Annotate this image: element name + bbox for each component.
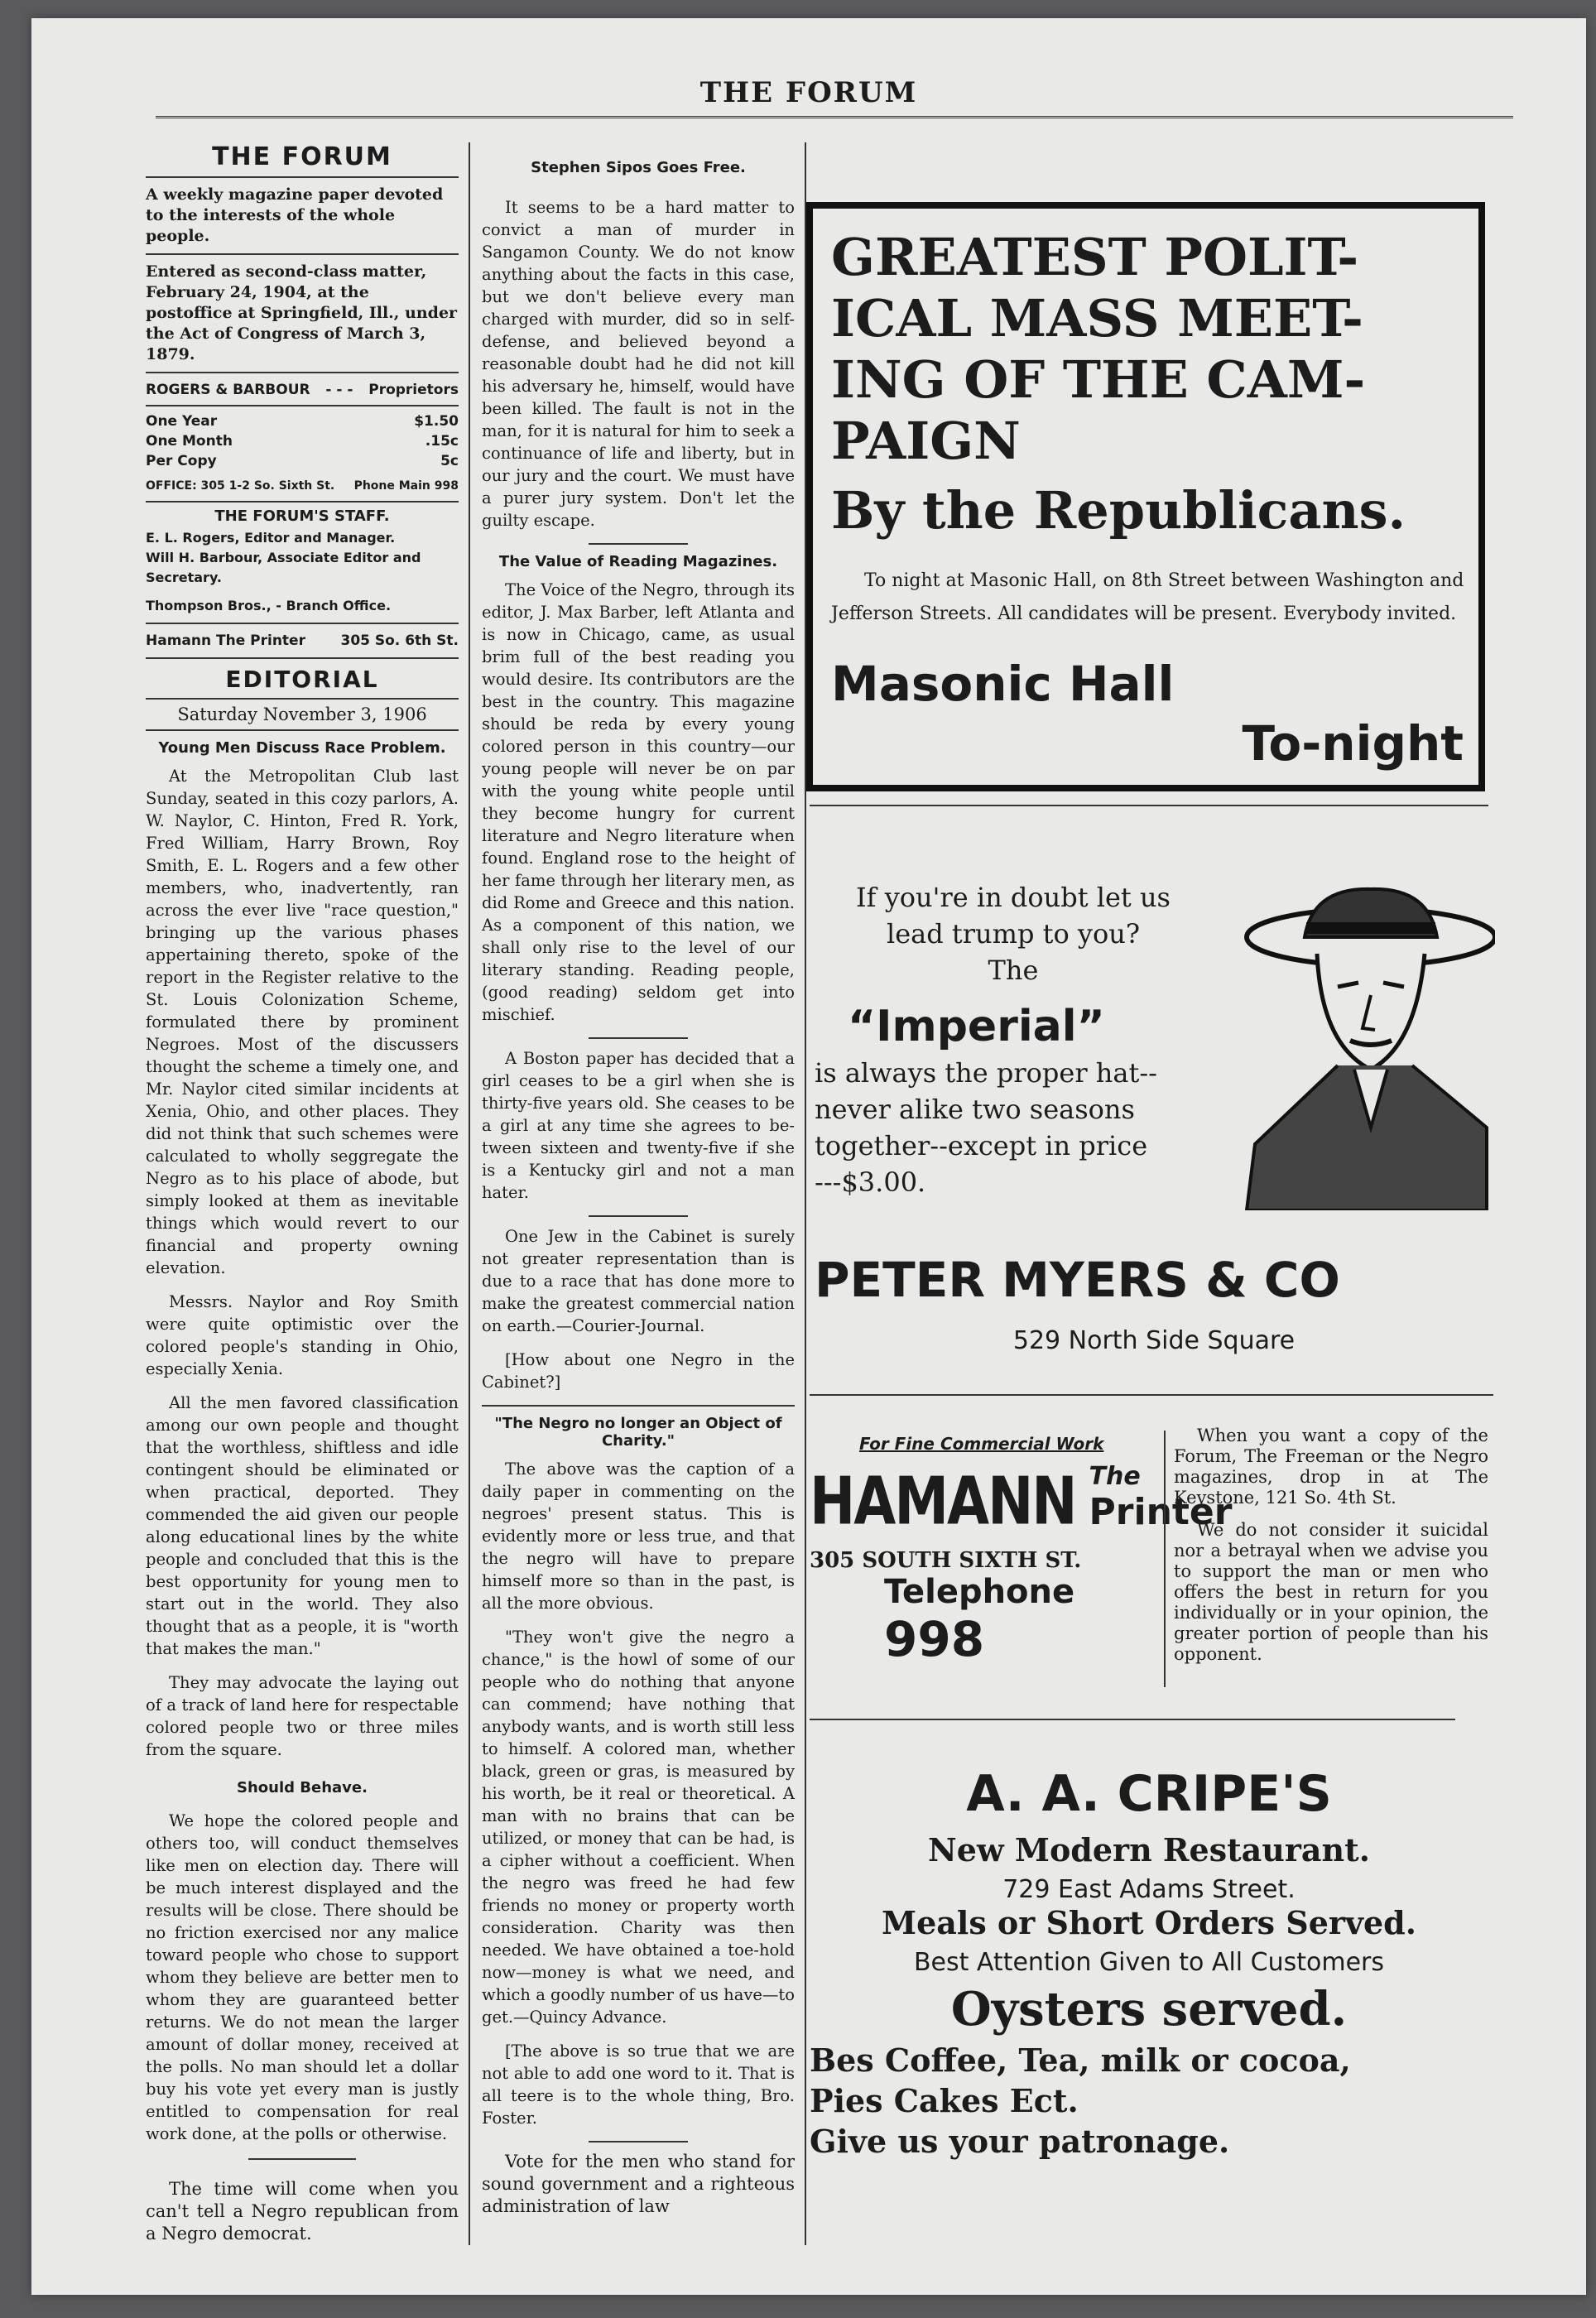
price-row: One Year $1.50	[146, 413, 459, 430]
price-row: Per Copy 5c	[146, 453, 459, 469]
staff-line: E. L. Rogers, Editor and Manager.	[146, 530, 396, 546]
ad-place: Masonic Hall	[831, 656, 1175, 712]
printer-row: Hamann The Printer 305 So. 6th St.	[146, 632, 459, 649]
column-rule	[469, 142, 470, 2245]
ad-hamann-printer: For Fine Commercial Work HAMANN The Printer 305 SOUTH SIXTH ST. Telephone 998	[810, 1434, 1233, 1667]
article-heading: Young Men Discuss Race Problem.	[158, 739, 446, 757]
staff-line: Will H. Barbour, Associate Editor and Secretary.	[146, 550, 421, 585]
ad-mass-meeting	[806, 202, 1485, 791]
article-body: The Voice of the Negro, through its editor, J. Max Barber, left Atlanta and is now in Chicago, came, as usual brim full of the best reading you would desire. Its contributors are the best in the country. This magazine should be reda by every young colored person in this country—our young people will never be on par with the young white people until they become hungry for current literature and Negro literature when found. England rose to the height of her fame through her literary men, as did Rome and Greece and this nation. As a component of this nation, we shall only rise to the level of our literary standing. Reading people, (good reading) seldom get into mischief. A Boston paper has decided that a girl ceases to be a girl when she is thirty-five years old. She ceases to be a girl at any time she agrees to be-tween sixteen and twenty-five if she is a Kentucky girl and not a man hater. One Jew in the Cabinet is surely not greater representation than is due to a race that has done more to make the greatest commercial nation on earth.—Courier-Journal. [How about one Negro in the Cabinet?]	[482, 580, 795, 1392]
left-column	[146, 142, 459, 2257]
entry-notice: Entered as second-class matter, February 24, 1904, at the postoffice at Springfield, Ill., under the Act of Congress of March 3, 1879.	[146, 262, 458, 363]
running-head: THE FORUM	[699, 76, 918, 109]
office-row: OFFICE: 305 1-2 So. Sixth St. Phone Main 998	[146, 479, 459, 493]
header-rule	[156, 116, 1513, 118]
editorial-heading: EDITORIAL	[225, 666, 379, 693]
article-heading: "The Negro no longer an Object of Charity."	[494, 1415, 782, 1450]
tagline: A weekly magazine paper devoted to the interests of the whole people.	[146, 185, 444, 245]
article-heading: Should Behave.	[237, 1779, 368, 1796]
ad-cripe-restaurant: A. A. CRIPE'S New Modern Restaurant. 729 East Adams Street. Meals or Short Orders Served. Best Attention Given to All Customers Oysters served. Bes Coffee, Tea, milk or cocoa, Pies Cakes Ect. Give us your patronage.	[810, 1765, 1416, 2160]
proprietors-row: ROGERS & BARBOUR - - - Proprietors	[146, 382, 459, 398]
article-body: The above was the caption of a daily paper in commenting on the negroes' present status. This is evidently more or less true, and that the negro will have to prepare himself more so than in the past, is all the more obvious. "They won't give the negro a chance," is the howl of some of our people who do nothing that anyone can commend; have nothing that anybody wants, and is worth still less to himself. A colored man, whether black, green or gras, is measured by his worth, be it real or theoretical. A man with no brains that can be utilized, or money that can be had, is a cipher without a coefficient. When the negro was freed he had few friends no money or property worth consideration. Charity was then needed. We have obtained a toe-hold now—money is what we need, and which a goodly number of us have—to get.—Quincy Advance. [The above is so true that we are not able to add one word to it. That is all teere is to the whole thing, Bro. Foster. Vote for the men who stand for sound government and a righteous administration of law	[482, 1460, 795, 2216]
ad-store-address: 529 North Side Square	[1012, 1326, 1296, 1355]
ad-subheadline: By the Republicans.	[831, 480, 1406, 541]
newspaper-page	[31, 18, 1586, 2295]
ad-hamann-name: HAMANN	[810, 1463, 1076, 1540]
ad-headline: GREATEST POLIT-ICAL MASS MEET-ING OF THE CAM-PAIGN	[831, 227, 1366, 471]
ad-imperial-hat: If you're in doubt let us lead trump to you? The “Imperial” is always the proper hat-- never alike two seasons together--except in price ---$3.00. PETER MYERS & CO 529 North Side Square	[815, 879, 1493, 1376]
staff-heading: THE FORUM'S STAFF.	[214, 507, 390, 525]
article-body: It seems to be a hard matter to convict a man of murder in Sangamon County. We do not know anything about the facts in this case, but we don't believe every man charged with murder, did so in self-defense, and believed beyond a reasonable doubt had he did not kill his adversary he, himself, would have been killed. The fault is not in the man, for it is natural for him to seek a continuance of life and liberty, but in our jury and the court. We must have a purer jury system. Don't let the guilty escape.	[482, 198, 795, 530]
article-body: At the Metropolitan Club last Sunday, seated in this cozy parlors, A. W. Naylor, C. Hinton, Fred R. York, Fred William, Harry Brown, Roy Smith, E. L. Rogers and a few other members, who, inadvertently, ran across the ever live "race question," bringing up the various phases appertaining thereto, spoke of the report in the Register relative to the St. Louis Colonization Scheme, formulated there by prominent Negroes. Most of the discussers thought the scheme a timely one, and Mr. Naylor cited similar incidents at Xenia, Ohio, and other places. They did not think that such schemes were calculated to wholly seggregate the Negro as to his place of abode, but simply looked at them as inevitable things which would revert to our financial and property owning elevation. Messrs. Naylor and Roy Smith were quite optimistic over the colored people's standing in Ohio, especially Xenia. All the men favored classification among our own people and thought that the worthless, shiftless and idle contingent should be eliminated or when practical, deported. They commended the aid given our people along educational lines by the white people and concluded that this is the best opportunity for young men to start out in the world. They also thought that as a people, it is "worth that makes the man." They may advocate the laying out of a track of land here for respectable colored people two or three miles from the square.	[146, 767, 459, 1759]
article-body: We hope the colored people and others too, will conduct themselves like men on election day. There will be much interest displayed and the results will be close. There should be no friction exercised nor any malice toward people who chose to support whom they believe are better men to whom they are guaranteed better returns. We do not mean the larger amount of dollar money, received at the polls. No man should let a dollar buy his vote yet every man is justly entitled to compensation for real work done, at the polls or otherwise.	[146, 1811, 459, 2143]
middle-column	[482, 151, 795, 2229]
article-body: The time will come when you can't tell a Negro republican from a Negro democrat.	[146, 2179, 459, 2243]
article-heading: Stephen Sipos Goes Free.	[531, 159, 746, 176]
staff-line: Thompson Bros., - Branch Office.	[146, 598, 392, 613]
price-row: One Month .15c	[146, 433, 459, 450]
ad-when: To-night	[1242, 715, 1464, 772]
notice-column: When you want a copy of the Forum, The Freeman or the Negro magazines, drop in at The Keystone, 121 So. 4th St. We do not consider it suicidal nor a betrayal when we advise you to support the man or men who offers the best in return for you individually or in your opinion, the greater portion of people than his opponent.	[1174, 1426, 1488, 1664]
ad-product-name: “Imperial”	[848, 1002, 1105, 1051]
ad-body: To night at Masonic Hall, on 8th Street between Washington and Jefferson Streets. All candidates will be present. Everybody invited.	[831, 570, 1464, 624]
issue-date: Saturday November 3, 1906	[177, 705, 427, 724]
ad-store-name: PETER MYERS & CO	[815, 1252, 1340, 1308]
man-with-hat-illustration	[1238, 879, 1495, 1210]
article-heading: The Value of Reading Magazines.	[498, 553, 778, 570]
masthead: THE FORUM	[212, 142, 392, 171]
